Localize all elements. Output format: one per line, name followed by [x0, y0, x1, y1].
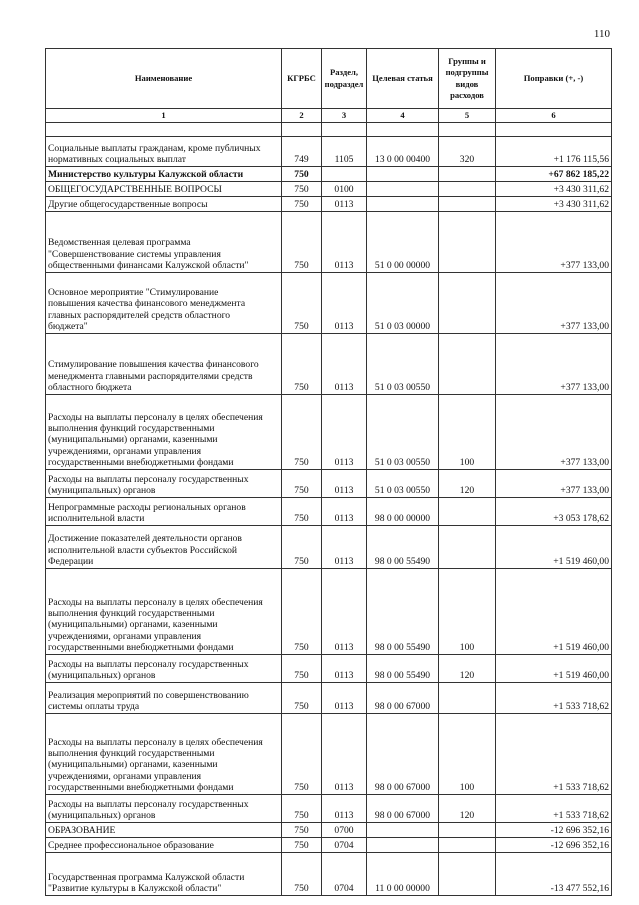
- row-kgrbs: 750: [282, 853, 322, 896]
- row-amount: +1 519 460,00: [496, 655, 612, 683]
- row-target-article: 98 0 00 67000: [367, 683, 439, 714]
- row-expense-group: 320: [439, 137, 496, 167]
- row-section: 0113: [322, 470, 367, 498]
- row-expense-group: 100: [439, 395, 496, 470]
- row-expense-group: [439, 212, 496, 273]
- row-target-article: 98 0 00 55490: [367, 569, 439, 655]
- table-row: [46, 273, 612, 334]
- row-kgrbs: 750: [282, 212, 322, 273]
- row-amount: +377 133,00: [496, 395, 612, 470]
- row-section: 0704: [322, 838, 367, 853]
- row-amount: +1 519 460,00: [496, 526, 612, 569]
- row-amount: +377 133,00: [496, 470, 612, 498]
- row-target-article: 51 0 03 00550: [367, 395, 439, 470]
- table-row: [46, 683, 612, 714]
- row-kgrbs: 749: [282, 137, 322, 167]
- table-row: [46, 498, 612, 526]
- column-number: 4: [367, 109, 439, 123]
- budget-amendments-table: [45, 48, 612, 896]
- table-row: [46, 197, 612, 212]
- row-section: 0704: [322, 853, 367, 896]
- row-section: 0113: [322, 273, 367, 334]
- table-row: [46, 212, 612, 273]
- row-section: 0100: [322, 182, 367, 197]
- table-row: [46, 795, 612, 823]
- row-expense-group: [439, 838, 496, 853]
- row-target-article: [367, 823, 439, 838]
- column-number: 5: [439, 109, 496, 123]
- header-target-article: Целевая статья: [367, 49, 439, 109]
- row-kgrbs: 750: [282, 569, 322, 655]
- page-number: 110: [593, 28, 610, 40]
- table-row: [46, 838, 612, 853]
- header-kgrbs: КГРБС: [282, 49, 322, 109]
- row-amount: -12 696 352,16: [496, 838, 612, 853]
- row-name: Другие общегосударственные вопросы: [46, 197, 282, 212]
- row-expense-group: [439, 334, 496, 395]
- row-name: Ведомственная целевая программа "Совершенствование системы управления общественными финансами Калужской области": [46, 212, 282, 273]
- row-kgrbs: 750: [282, 526, 322, 569]
- table-row: [46, 395, 612, 470]
- row-amount: +1 519 460,00: [496, 569, 612, 655]
- row-expense-group: [439, 273, 496, 334]
- row-expense-group: 120: [439, 795, 496, 823]
- row-amount: +377 133,00: [496, 273, 612, 334]
- row-name: Социальные выплаты гражданам, кроме публичных нормативных социальных выплат: [46, 137, 282, 167]
- header-amendments: Поправки (+, -): [496, 49, 612, 109]
- row-name: Расходы на выплаты персоналу государственных (муниципальных) органов: [46, 655, 282, 683]
- row-target-article: [367, 182, 439, 197]
- row-target-article: 51 0 03 00000: [367, 273, 439, 334]
- row-section: 0113: [322, 569, 367, 655]
- row-expense-group: [439, 526, 496, 569]
- table-row: [46, 526, 612, 569]
- row-expense-group: [439, 498, 496, 526]
- row-expense-group: [439, 182, 496, 197]
- row-target-article: 98 0 00 55490: [367, 655, 439, 683]
- row-expense-group: 120: [439, 655, 496, 683]
- row-name: Среднее профессиональное образование: [46, 838, 282, 853]
- row-amount: +67 862 185,22: [496, 167, 612, 182]
- row-section: 0113: [322, 212, 367, 273]
- header-expense-groups: Группы и подгруппы видов расходов: [439, 49, 496, 109]
- row-target-article: 98 0 00 67000: [367, 795, 439, 823]
- column-number: 6: [496, 109, 612, 123]
- row-target-article: 98 0 00 67000: [367, 714, 439, 795]
- row-target-article: [367, 838, 439, 853]
- row-expense-group: [439, 683, 496, 714]
- row-target-article: [367, 167, 439, 182]
- column-number-row: [46, 109, 612, 123]
- row-section: 0113: [322, 795, 367, 823]
- row-target-article: 51 0 03 00550: [367, 334, 439, 395]
- row-name: ОБЩЕГОСУДАРСТВЕННЫЕ ВОПРОСЫ: [46, 182, 282, 197]
- row-section: 0113: [322, 683, 367, 714]
- header-name: Наименование: [46, 49, 282, 109]
- row-name: Основное мероприятие "Стимулирование повышения качества финансового менеджмента главных распорядителей средств областного бюджета": [46, 273, 282, 334]
- row-section: 0113: [322, 655, 367, 683]
- row-name: Достижение показателей деятельности органов исполнительной власти субъектов Российской Федерации: [46, 526, 282, 569]
- row-kgrbs: 750: [282, 714, 322, 795]
- table-row: [46, 182, 612, 197]
- row-name: Расходы на выплаты персоналу в целях обеспечения выполнения функций государственными (муниципальными) органами, казенными учреждениями, органами управления государственными внебюджетными фондами: [46, 395, 282, 470]
- row-section: 0113: [322, 526, 367, 569]
- row-target-article: 11 0 00 00000: [367, 853, 439, 896]
- header-section: Раздел, подраздел: [322, 49, 367, 109]
- row-kgrbs: 750: [282, 498, 322, 526]
- row-amount: +1 533 718,62: [496, 795, 612, 823]
- row-name: Государственная программа Калужской области "Развитие культуры в Калужской области": [46, 853, 282, 896]
- row-name: Расходы на выплаты персоналу государственных (муниципальных) органов: [46, 470, 282, 498]
- row-section: 0113: [322, 197, 367, 212]
- row-kgrbs: 750: [282, 334, 322, 395]
- row-amount: +3 430 311,62: [496, 182, 612, 197]
- row-expense-group: 100: [439, 569, 496, 655]
- row-kgrbs: 750: [282, 655, 322, 683]
- row-amount: +1 176 115,56: [496, 137, 612, 167]
- row-target-article: [367, 197, 439, 212]
- table-row: [46, 823, 612, 838]
- row-amount: +3 430 311,62: [496, 197, 612, 212]
- row-section: 0113: [322, 498, 367, 526]
- row-amount: -13 477 552,16: [496, 853, 612, 896]
- table-row: [46, 470, 612, 498]
- row-kgrbs: 750: [282, 795, 322, 823]
- row-kgrbs: 750: [282, 182, 322, 197]
- table-header-row: [46, 49, 612, 109]
- row-expense-group: [439, 167, 496, 182]
- row-name: Министерство культуры Калужской области: [46, 167, 282, 182]
- row-amount: +377 133,00: [496, 334, 612, 395]
- spacer-row: [46, 123, 612, 137]
- row-amount: +377 133,00: [496, 212, 612, 273]
- row-kgrbs: 750: [282, 823, 322, 838]
- row-kgrbs: 750: [282, 838, 322, 853]
- row-kgrbs: 750: [282, 470, 322, 498]
- row-name: ОБРАЗОВАНИЕ: [46, 823, 282, 838]
- row-expense-group: [439, 823, 496, 838]
- row-name: Расходы на выплаты персоналу в целях обеспечения выполнения функций государственными (муниципальными) органами, казенными учреждениями, органами управления государственными внебюджетными фондами: [46, 569, 282, 655]
- row-target-article: 51 0 03 00550: [367, 470, 439, 498]
- row-kgrbs: 750: [282, 683, 322, 714]
- column-number: 3: [322, 109, 367, 123]
- row-amount: +3 053 178,62: [496, 498, 612, 526]
- table-row: [46, 167, 612, 182]
- row-kgrbs: 750: [282, 167, 322, 182]
- row-expense-group: 120: [439, 470, 496, 498]
- row-section: 0113: [322, 714, 367, 795]
- row-amount: -12 696 352,16: [496, 823, 612, 838]
- row-section: 0113: [322, 395, 367, 470]
- table-row: [46, 714, 612, 795]
- row-expense-group: [439, 853, 496, 896]
- row-name: Реализация мероприятий по совершенствованию системы оплаты труда: [46, 683, 282, 714]
- row-amount: +1 533 718,62: [496, 683, 612, 714]
- row-name: Расходы на выплаты персоналу в целях обеспечения выполнения функций государственными (муниципальными) органами, казенными учреждениями, органами управления государственными внебюджетными фондами: [46, 714, 282, 795]
- table-row: [46, 853, 612, 896]
- table-row: [46, 334, 612, 395]
- row-name: Расходы на выплаты персоналу государственных (муниципальных) органов: [46, 795, 282, 823]
- row-section: [322, 167, 367, 182]
- row-expense-group: 100: [439, 714, 496, 795]
- row-target-article: 51 0 00 00000: [367, 212, 439, 273]
- row-target-article: 98 0 00 55490: [367, 526, 439, 569]
- column-number: 1: [46, 109, 282, 123]
- column-number: 2: [282, 109, 322, 123]
- row-section: 0700: [322, 823, 367, 838]
- row-target-article: 98 0 00 00000: [367, 498, 439, 526]
- row-section: 1105: [322, 137, 367, 167]
- table-row: [46, 655, 612, 683]
- row-kgrbs: 750: [282, 395, 322, 470]
- table-row: [46, 569, 612, 655]
- table-row: [46, 137, 612, 167]
- row-amount: +1 533 718,62: [496, 714, 612, 795]
- row-name: Стимулирование повышения качества финансового менеджмента главными распорядителями средств областного бюджета: [46, 334, 282, 395]
- row-name: Непрограммные расходы региональных органов исполнительной власти: [46, 498, 282, 526]
- row-section: 0113: [322, 334, 367, 395]
- row-target-article: 13 0 00 00400: [367, 137, 439, 167]
- row-kgrbs: 750: [282, 273, 322, 334]
- row-kgrbs: 750: [282, 197, 322, 212]
- row-expense-group: [439, 197, 496, 212]
